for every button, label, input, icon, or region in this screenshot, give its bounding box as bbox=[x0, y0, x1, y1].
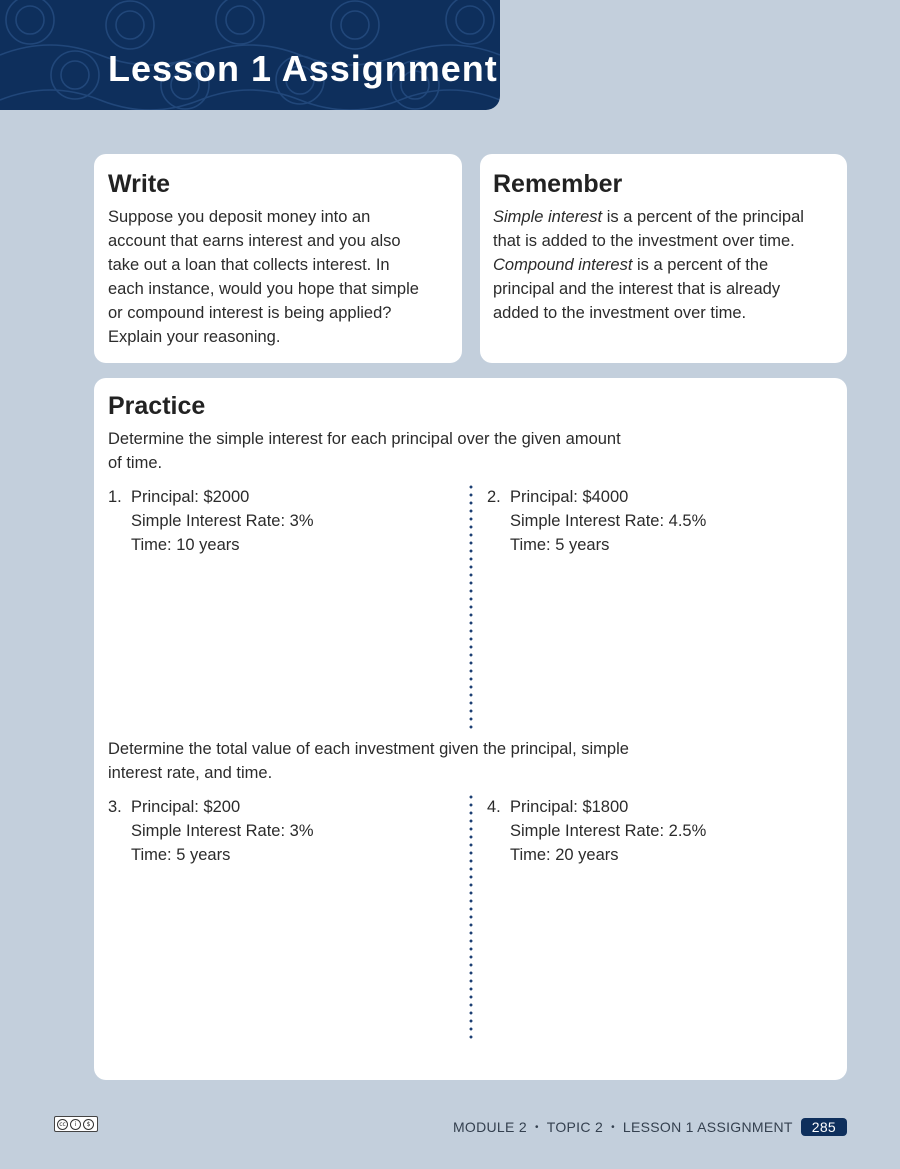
write-line: take out a loan that collects interest. In bbox=[108, 256, 390, 274]
remember-line: that is added to the investment over time. bbox=[493, 232, 795, 250]
remember-line: principal and the interest that is already bbox=[493, 280, 781, 298]
dotted-divider bbox=[469, 483, 473, 731]
instruction-line: Determine the simple interest for each principal over the given amount bbox=[108, 430, 621, 448]
page-number: 285 bbox=[801, 1118, 847, 1136]
write-line: each instance, would you hope that simple bbox=[108, 280, 419, 298]
remember-heading: Remember bbox=[493, 170, 623, 198]
footer-lesson: LESSON 1 ASSIGNMENT bbox=[622, 1119, 793, 1135]
write-line: Explain your reasoning. bbox=[108, 328, 281, 346]
problem-time: Time: 5 years bbox=[510, 536, 610, 554]
write-line: Suppose you deposit money into an bbox=[108, 208, 371, 226]
write-line: or compound interest is being applied? bbox=[108, 304, 392, 322]
instruction-line: of time. bbox=[108, 454, 163, 472]
footer-separator: • bbox=[611, 1121, 615, 1133]
problem-1 bbox=[108, 485, 314, 557]
header-banner bbox=[0, 0, 500, 110]
problem-3 bbox=[108, 795, 314, 867]
problem-2 bbox=[487, 485, 706, 557]
problem-rate: Simple Interest Rate: 4.5% bbox=[510, 512, 707, 530]
practice-instructions-simple-interest bbox=[108, 427, 688, 475]
term-simple-interest: Simple interest bbox=[493, 208, 603, 226]
problem-rate: Simple Interest Rate: 2.5% bbox=[510, 822, 707, 840]
problem-time: Time: 5 years bbox=[131, 846, 231, 864]
problem-number: 4. bbox=[487, 798, 501, 816]
problem-time: Time: 20 years bbox=[510, 846, 619, 864]
dotted-divider bbox=[469, 793, 473, 1041]
term-compound-interest: Compound interest bbox=[493, 256, 633, 274]
remember-text: is a percent of the bbox=[632, 256, 769, 274]
remember-line bbox=[493, 253, 835, 277]
page-footer bbox=[453, 1118, 847, 1136]
remember-line bbox=[493, 205, 835, 229]
remember-card bbox=[480, 154, 847, 363]
remember-line: added to the investment over time. bbox=[493, 304, 747, 322]
nc-icon: $ bbox=[83, 1119, 94, 1130]
problem-principal: Principal: $2000 bbox=[131, 488, 250, 506]
problem-4 bbox=[487, 795, 706, 867]
practice-card bbox=[94, 378, 847, 1080]
page-title: Lesson 1 Assignment bbox=[108, 48, 498, 89]
problem-number: 2. bbox=[487, 488, 501, 506]
problem-time: Time: 10 years bbox=[131, 536, 240, 554]
footer-topic: TOPIC 2 bbox=[546, 1119, 604, 1135]
cc-icon: cc bbox=[57, 1119, 68, 1130]
instruction-line: Determine the total value of each investment given the principal, simple bbox=[108, 740, 629, 758]
problem-rate: Simple Interest Rate: 3% bbox=[131, 512, 314, 530]
problem-principal: Principal: $1800 bbox=[510, 798, 629, 816]
problem-number: 1. bbox=[108, 488, 122, 506]
problem-principal: Principal: $200 bbox=[131, 798, 241, 816]
footer-module: MODULE 2 bbox=[452, 1119, 527, 1135]
write-heading: Write bbox=[108, 170, 171, 198]
creative-commons-license-icon bbox=[54, 1116, 98, 1132]
practice-heading: Practice bbox=[108, 392, 206, 420]
problem-row-2 bbox=[108, 795, 833, 1045]
remember-text: is a percent of the principal bbox=[602, 208, 804, 226]
problem-rate: Simple Interest Rate: 3% bbox=[131, 822, 314, 840]
write-line: account that earns interest and you also bbox=[108, 232, 401, 250]
problem-number: 3. bbox=[108, 798, 122, 816]
problem-row-1 bbox=[108, 485, 833, 735]
problem-principal: Principal: $4000 bbox=[510, 488, 629, 506]
instruction-line: interest rate, and time. bbox=[108, 764, 273, 782]
write-card bbox=[94, 154, 462, 363]
practice-instructions-total-value bbox=[108, 737, 688, 785]
by-icon: i bbox=[70, 1119, 81, 1130]
footer-separator: • bbox=[534, 1121, 539, 1133]
